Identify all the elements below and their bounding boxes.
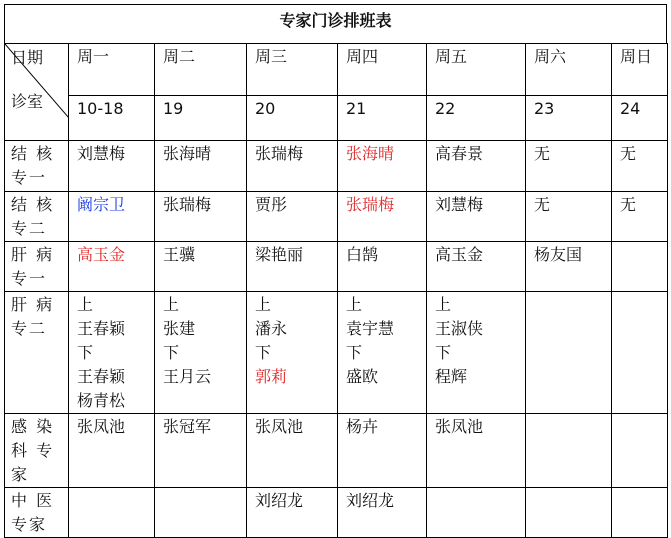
- table-row: [5, 141, 668, 192]
- weekday-header: 周六: [526, 44, 612, 96]
- doctor-cell: 高春景: [427, 141, 526, 192]
- doctor-cell: 梁艳丽: [247, 242, 338, 292]
- dept-label: 肝 病 专二: [5, 292, 69, 414]
- corner-date-label: 日期: [11, 48, 44, 67]
- dept-label: 肝 病 专一: [5, 242, 69, 292]
- doctor-cell: [427, 488, 526, 538]
- doctor-cell: 刘慧梅: [69, 141, 155, 192]
- doctor-cell: 杨卉: [338, 414, 427, 488]
- date-header: 21: [338, 96, 427, 141]
- shift-text: 上 潘永 下: [255, 295, 288, 362]
- doctor-cell: 刘慧梅: [427, 192, 526, 242]
- doctor-cell-guo-li: [247, 292, 338, 414]
- table-row: [5, 488, 668, 538]
- table-row: [5, 292, 668, 414]
- doctor-cell: 张凤池: [427, 414, 526, 488]
- table-row: [5, 414, 668, 488]
- date-header: 10-18: [69, 96, 155, 141]
- doctor-cell: 无: [612, 141, 668, 192]
- doctor-cell: [612, 292, 668, 414]
- weekday-header: 周一: [69, 44, 155, 96]
- doctor-cell: 无: [526, 192, 612, 242]
- doctor-cell: 杨友国: [526, 242, 612, 292]
- dept-label: 感 染 科 专 家: [5, 414, 69, 488]
- date-header: 23: [526, 96, 612, 141]
- weekday-header: 周五: [427, 44, 526, 96]
- date-header: 19: [155, 96, 247, 141]
- doctor-cell: [526, 414, 612, 488]
- dept-label: 结 核 专二: [5, 192, 69, 242]
- weekday-header: 周日: [612, 44, 668, 96]
- doctor-cell: 上 张建 下 王月云: [155, 292, 247, 414]
- date-header: 22: [427, 96, 526, 141]
- dept-label: 结 核 专一: [5, 141, 69, 192]
- doctor-cell: 刘绍龙: [247, 488, 338, 538]
- weekday-header: 周四: [338, 44, 427, 96]
- doctor-cell: 刘绍龙: [338, 488, 427, 538]
- weekday-header: 周三: [247, 44, 338, 96]
- doctor-cell: [612, 488, 668, 538]
- doctor-cell: 高玉金: [427, 242, 526, 292]
- dept-label: 中 医 专家: [5, 488, 69, 538]
- doctor-cell: 贾彤: [247, 192, 338, 242]
- doctor-cell: 张瑞梅: [247, 141, 338, 192]
- doctor-cell: 王骥: [155, 242, 247, 292]
- doctor-cell: [69, 488, 155, 538]
- doctor-cell: [526, 488, 612, 538]
- doctor-cell: 白鹄: [338, 242, 427, 292]
- table-row: [5, 242, 668, 292]
- doctor-cell: 阚宗卫: [69, 192, 155, 242]
- doctor-cell: 无: [612, 192, 668, 242]
- doctor-cell: 张凤池: [247, 414, 338, 488]
- date-header: 24: [612, 96, 668, 141]
- schedule-title: 专家门诊排班表: [4, 4, 667, 44]
- date-header: 20: [247, 96, 338, 141]
- doctor-cell: [612, 242, 668, 292]
- doctor-cell: 上 王淑侠 下 程辉: [427, 292, 526, 414]
- corner-header-cell: [5, 44, 69, 141]
- corner-room-label: 诊室: [11, 92, 44, 111]
- doctor-cell: 上 王春颖 下 王春颖 杨青松: [69, 292, 155, 414]
- doctor-cell: 张海晴: [155, 141, 247, 192]
- doctor-cell: [526, 292, 612, 414]
- table-row: [5, 192, 668, 242]
- doctor-cell: 张瑞梅: [338, 192, 427, 242]
- doctor-cell: [612, 414, 668, 488]
- schedule-table: [4, 43, 668, 538]
- doctor-cell: 上 袁宇慧 下 盛欧: [338, 292, 427, 414]
- weekday-header: 周二: [155, 44, 247, 96]
- doctor-cell: 张冠军: [155, 414, 247, 488]
- doctor-cell: 张瑞梅: [155, 192, 247, 242]
- doctor-cell: [155, 488, 247, 538]
- doctor-cell: 无: [526, 141, 612, 192]
- doctor-cell: 张海晴: [338, 141, 427, 192]
- doctor-cell: 张凤池: [69, 414, 155, 488]
- doctor-cell: 高玉金: [69, 242, 155, 292]
- highlighted-doctor: 郭莉: [255, 367, 288, 386]
